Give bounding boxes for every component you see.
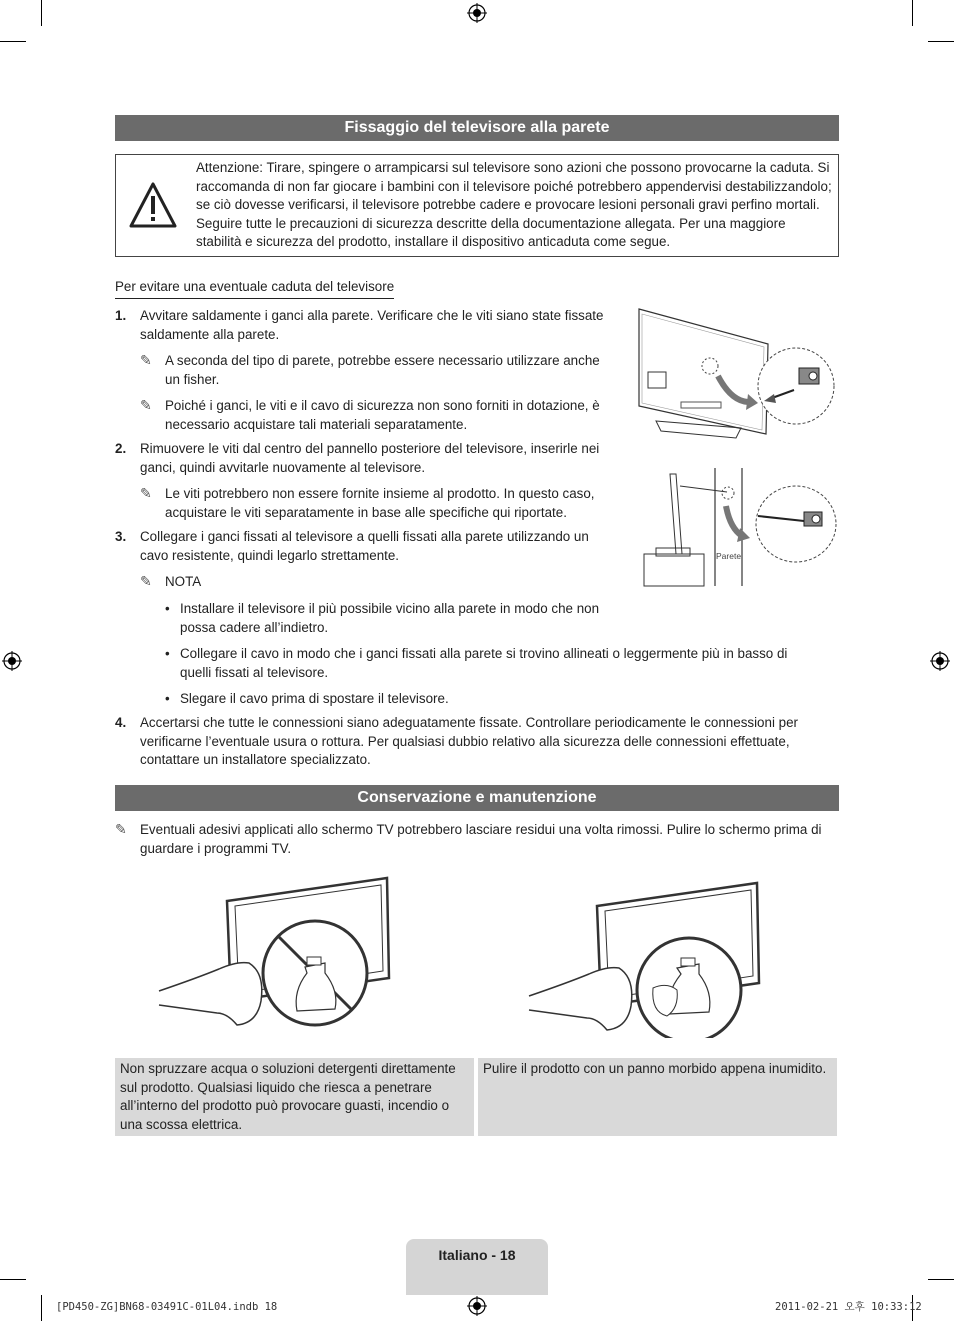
note-text: A seconda del tipo di parete, potrebbe essere necessario utilizzare anche un fisher. xyxy=(165,353,600,387)
nota-label: NOTA xyxy=(165,574,202,589)
tv-side-cable-illustration xyxy=(642,466,840,588)
note-pencil-icon: ✎ xyxy=(115,821,127,837)
registration-mark-icon xyxy=(930,651,950,671)
crop-mark xyxy=(41,1295,42,1321)
subheading: Per evitare una eventuale caduta del televisore xyxy=(115,278,394,299)
step-number: 2. xyxy=(115,441,127,456)
table-cell-do: Pulire il prodotto con un panno morbido appena inumidito. xyxy=(478,1058,837,1136)
bullet-text: Collegare il cavo in modo che i ganci fissati alla parete si trovino allineati o leggermente più in basso di quelli fissati al televisore. xyxy=(180,646,788,680)
imprint-file: [PD450-ZG]BN68-03491C-01L04.indb 18 xyxy=(56,1301,278,1313)
warning-triangle-icon xyxy=(128,181,178,229)
crop-mark xyxy=(0,1279,26,1280)
bullet-text: Slegare il cavo prima di spostare il televisore. xyxy=(180,691,449,706)
note-text: Le viti potrebbero non essere fornite insieme al prodotto. In questo caso, acquistare le viti separatamente in base alle specifiche qui riportate. xyxy=(165,486,595,520)
page-number-tab: Italiano - 18 xyxy=(406,1239,548,1295)
note-pencil-icon: ✎ xyxy=(140,397,152,413)
warning-text xyxy=(196,159,832,252)
step-text: Accertarsi che tutte le connessioni siano adeguatamente fissate. Controllare periodicamente le connessioni per verificarne l’eventuale usura o rottura. Per qualsiasi dubbio relativo alla sicurezza delle connessioni effettuate, contattare un installatore specializzato. xyxy=(140,715,799,767)
crop-mark xyxy=(41,0,42,26)
bullet-dot: • xyxy=(165,691,170,706)
wall-label: Parete xyxy=(716,551,742,561)
registration-mark-icon xyxy=(2,651,22,671)
note-text: Poiché i ganci, le viti e il cavo di sicurezza non sono forniti in dotazione, è necessario acquistare tali materiali separatamente. xyxy=(165,398,600,432)
bullet-text: Installare il televisore il più possibile vicino alla parete in modo che non possa cadere all’indietro. xyxy=(180,601,600,635)
no-spray-illustration xyxy=(157,873,397,1033)
table-cell-dont: Non spruzzare acqua o soluzioni detergenti direttamente sul prodotto. Qualsiasi liquido che riesca a penetrare all’interno del prodotto può provocare guasti, incendio o una scossa elettrica. xyxy=(115,1058,474,1136)
registration-mark-icon xyxy=(467,1296,487,1316)
section-title-wall-mount: Fissaggio del televisore alla parete xyxy=(115,115,839,141)
crop-mark xyxy=(928,41,954,42)
step-number: 3. xyxy=(115,529,127,544)
soft-cloth-illustration xyxy=(527,878,767,1038)
registration-mark-icon xyxy=(467,3,487,23)
crop-mark xyxy=(928,1279,954,1280)
step-number: 1. xyxy=(115,308,127,323)
note-pencil-icon: ✎ xyxy=(140,485,152,501)
crop-mark xyxy=(912,0,913,26)
bullet-dot: • xyxy=(165,646,170,661)
crop-mark xyxy=(0,41,26,42)
section-title-maintenance: Conservazione e manutenzione xyxy=(115,785,839,811)
bullet-dot: • xyxy=(165,601,170,616)
warning-label: Attenzione xyxy=(196,160,260,175)
note-pencil-icon: ✎ xyxy=(140,573,152,589)
step-text: Collegare i ganci fissati al televisore a quelli fissati alla parete utilizzando un cavo resistente, quindi legarlo strettamente. xyxy=(140,529,589,563)
note-pencil-icon: ✎ xyxy=(140,352,152,368)
maintenance-note: Eventuali adesivi applicati allo schermo TV potrebbero lasciare residui una volta rimossi. Pulire lo schermo prima di guardare i programmi TV. xyxy=(140,822,822,856)
warning-box xyxy=(115,154,839,257)
step-number: 4. xyxy=(115,715,127,730)
warning-body: : Tirare, spingere o arrampicarsi sul televisore sono azioni che possono provocarne la caduta. Si raccomanda di non far giocare i bambini con il televisore poiché potrebbero appendervisi destabilizzandolo; se ciò dovesse verificarsi, il televisore potrebbe cadere e provocare lesioni personali gravi perfino mortali. Seguire tutte le precauzioni di sicurezza descritte della documentazione allegata. Per una maggiore stabilità e sicurezza del prodotto, installare il dispositivo anticaduta come segue. xyxy=(196,160,832,249)
imprint-date: 2011-02-21 오후 10:33:12 xyxy=(775,1301,922,1313)
step-text: Avvitare saldamente i ganci alla parete. Verificare che le viti siano state fissate saldamente alla parete. xyxy=(140,308,604,342)
step-text: Rimuovere le viti dal centro del pannello posteriore del televisore, inserirle nei ganci, quindi avvitarle nuovamente al televisore. xyxy=(140,441,600,475)
tv-back-hook-illustration xyxy=(636,306,838,444)
